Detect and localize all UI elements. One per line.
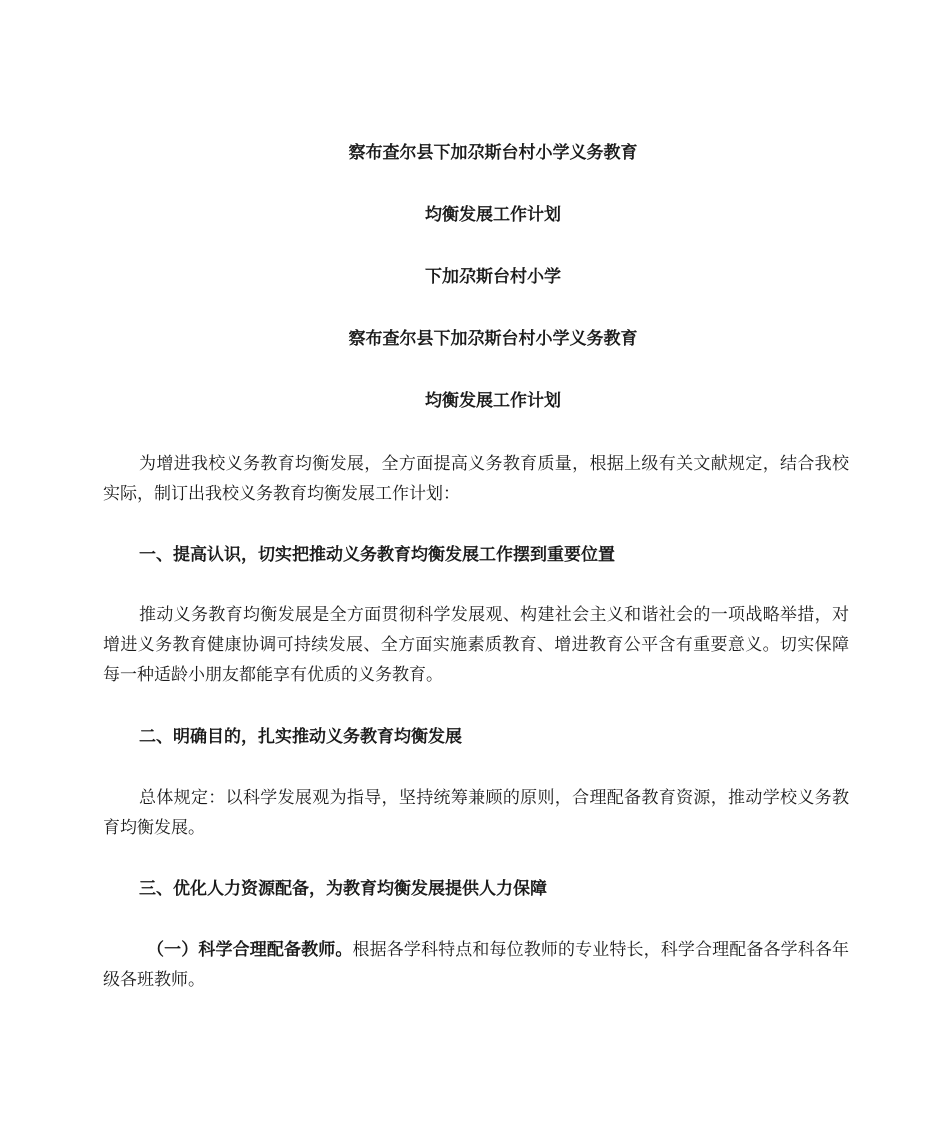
section-2-heading: 二、明确目的，扎实推动义务教育均衡发展 [139,727,462,747]
document-title-line-2: 均衡发展工作计划 [425,205,561,225]
section-1-paragraph: 推动义务教育均衡发展是全方面贯彻科学发展观、构建社会主义和谐社会的一项战略举措，对增进义务教育健康协调可持续发展、全方面实施素质教育、增进教育公平含有重要意义。切实保障每一种适龄小朋友都能享有优质的义务教育。 [103,605,849,685]
section-3-sub-1-body: 根据各学科特点和每位教师的专业特长，科学合理配备各学科各年级各班教师。 [103,940,849,990]
document-title-line-4: 均衡发展工作计划 [425,391,561,411]
section-2-paragraph: 总体规定：以科学发展观为指导，坚持统筹兼顾的原则，合理配备教育资源，推动学校义务教育均衡发展。 [103,788,849,838]
section-1-heading: 一、提高认识，切实把推动义务教育均衡发展工作摆到重要位置 [139,545,615,565]
section-3-sub-1-lead: （一）科学合理配备教师。 [147,940,353,960]
document-school-name: 下加尕斯台村小学 [425,267,561,287]
section-3-heading: 三、优化人力资源配备，为教育均衡发展提供人力保障 [139,879,547,899]
section-3-sub-1-paragraph [103,935,849,995]
document-title-line-3: 察布查尔县下加尕斯台村小学义务教育 [348,329,638,349]
document-title-line-1: 察布查尔县下加尕斯台村小学义务教育 [348,143,638,163]
intro-paragraph: 为增进我校义务教育均衡发展，全方面提高义务教育质量，根据上级有关文献规定，结合我校实际，制订出我校义务教育均衡发展工作计划： [103,454,849,504]
